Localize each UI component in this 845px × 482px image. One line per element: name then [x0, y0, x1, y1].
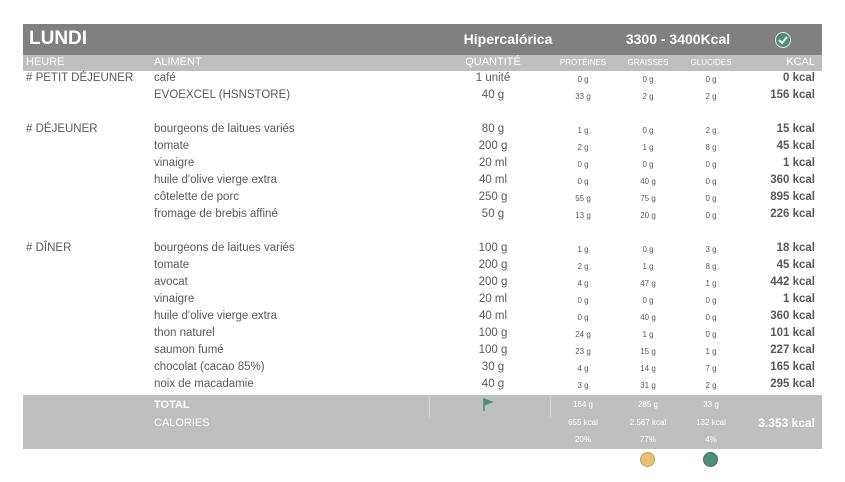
table-row [23, 326, 822, 343]
proteines: 1 g [577, 126, 589, 135]
graisses: 0 g [642, 126, 654, 135]
kcal: 18 kcal [776, 242, 815, 254]
total-proteines-g: 164 g [572, 400, 594, 409]
proteines: 55 g [575, 194, 591, 203]
kcal: 895 kcal [770, 191, 815, 203]
glucides: 7 g [705, 364, 717, 373]
glucides: 0 g [705, 296, 717, 305]
proteines: 0 g [577, 160, 589, 169]
table-row [23, 377, 822, 394]
diet-type: Hipercalórica [463, 31, 553, 47]
day-title: LUNDI [29, 28, 88, 49]
graisses-percent: 77% [639, 435, 656, 444]
calories-label: CALORIES [154, 417, 210, 429]
glucides-percent: 4% [705, 435, 717, 444]
kcal: 45 kcal [776, 259, 815, 271]
glucides: 0 g [705, 313, 717, 322]
proteines: 4 g [577, 279, 589, 288]
graisses: 2 g [642, 92, 654, 101]
table-row [23, 360, 822, 377]
graisses: 40 g [640, 177, 656, 186]
glucides: 8 g [705, 262, 717, 271]
glucides: 0 g [705, 177, 717, 186]
flag-icon [482, 397, 496, 417]
graisses: 14 g [640, 364, 656, 373]
food-name: saumon fumé [154, 344, 224, 356]
kcal: 0 kcal [783, 72, 815, 84]
kcal: 165 kcal [770, 361, 815, 373]
carb-indicator-dot [703, 452, 718, 467]
table-row [23, 190, 822, 207]
quantity: 40 ml [478, 310, 508, 322]
food-name: tomate [154, 140, 190, 152]
proteines: 2 g [577, 262, 589, 271]
meal-label: # PETIT DÉJEUNER [26, 72, 134, 84]
glucides: 0 g [705, 75, 717, 84]
food-name: noix de macadamie [154, 378, 254, 390]
graisses: 0 g [642, 160, 654, 169]
col-heure: HEURE [26, 56, 65, 68]
kcal: 227 kcal [770, 344, 815, 356]
col-glucides: GLUCIDES [690, 58, 732, 67]
food-name: vinaigre [154, 293, 195, 305]
quantity: 80 g [481, 123, 505, 135]
meal-label: # DÎNER [26, 242, 72, 254]
divider [550, 395, 551, 417]
glucides: 2 g [705, 381, 717, 390]
graisses: 1 g [642, 262, 654, 271]
table-row [23, 275, 822, 292]
graisses: 1 g [642, 143, 654, 152]
graisses: 20 g [640, 211, 656, 220]
column-header-row [23, 55, 822, 71]
proteines: 4 g [577, 364, 589, 373]
glucides: 8 g [705, 143, 717, 152]
graisses: 31 g [640, 381, 656, 390]
proteines: 0 g [577, 177, 589, 186]
col-graisses: GRAISSES [627, 58, 669, 67]
kcal: 156 kcal [770, 89, 815, 101]
quantity: 20 ml [478, 293, 508, 305]
col-aliment: ALIMENT [154, 56, 202, 68]
food-name: avocat [154, 276, 188, 288]
proteines: 23 g [575, 347, 591, 356]
glucides: 0 g [705, 194, 717, 203]
quantity: 200 g [478, 276, 508, 288]
table-row [23, 292, 822, 309]
table-row [23, 343, 822, 360]
table-row [23, 71, 822, 88]
table-row [23, 309, 822, 326]
quantity: 50 g [481, 208, 505, 220]
food-name: chocolat (cacao 85%) [154, 361, 265, 373]
food-name: bourgeons de laitues variés [154, 123, 295, 135]
quantity: 30 g [481, 361, 505, 373]
proteines: 13 g [575, 211, 591, 220]
graisses: 0 g [642, 245, 654, 254]
glucides: 2 g [705, 92, 717, 101]
quantity: 200 g [478, 259, 508, 271]
table-row [23, 122, 822, 139]
food-name: bourgeons de laitues variés [154, 242, 295, 254]
proteines-percent: 20% [574, 435, 591, 444]
glucides: 1 g [705, 347, 717, 356]
total-glucides-kcal: 132 kcal [696, 418, 726, 427]
quantity: 100 g [478, 327, 508, 339]
kcal: 45 kcal [776, 140, 815, 152]
table-row [23, 207, 822, 224]
proteines: 3 g [577, 381, 589, 390]
quantity: 40 g [481, 89, 505, 101]
glucides: 3 g [705, 245, 717, 254]
kcal: 15 kcal [776, 123, 815, 135]
food-name: côtelette de porc [154, 191, 240, 203]
food-name: huile d'olive vierge extra [154, 310, 278, 322]
graisses: 1 g [642, 330, 654, 339]
table-row [23, 88, 822, 105]
graisses: 75 g [640, 194, 656, 203]
kcal: 1 kcal [783, 157, 815, 169]
food-name: vinaigre [154, 157, 195, 169]
total-kcal: 3.353 kcal [758, 416, 815, 430]
kcal: 295 kcal [770, 378, 815, 390]
proteines: 0 g [577, 75, 589, 84]
quantity: 250 g [478, 191, 508, 203]
kcal: 360 kcal [770, 310, 815, 322]
total-glucides-g: 33 g [703, 400, 719, 409]
fat-indicator-dot [640, 452, 655, 467]
glucides: 1 g [705, 279, 717, 288]
quantity: 100 g [478, 242, 508, 254]
proteines: 33 g [575, 92, 591, 101]
proteines: 24 g [575, 330, 591, 339]
quantity: 40 g [481, 378, 505, 390]
food-name: tomate [154, 259, 190, 271]
col-quantite: QUANTITÉ [465, 56, 521, 68]
kcal: 442 kcal [770, 276, 815, 288]
table-row [23, 156, 822, 173]
meal-label: # DÉJEUNER [26, 123, 98, 135]
proteines: 2 g [577, 143, 589, 152]
table-row [23, 139, 822, 156]
table-row [23, 241, 822, 258]
divider [429, 395, 430, 417]
glucides: 0 g [705, 160, 717, 169]
kcal: 101 kcal [770, 327, 815, 339]
food-name: café [154, 72, 176, 84]
glucides: 2 g [705, 126, 717, 135]
total-label: TOTAL [154, 399, 190, 411]
quantity: 20 ml [478, 157, 508, 169]
food-name: thon naturel [154, 327, 215, 339]
kcal: 1 kcal [783, 293, 815, 305]
col-proteines: PROTÉINES [559, 58, 607, 67]
table-row [23, 258, 822, 275]
kcal: 226 kcal [770, 208, 815, 220]
graisses: 40 g [640, 313, 656, 322]
check-circle-icon [775, 32, 791, 48]
graisses: 15 g [640, 347, 656, 356]
title-bar [23, 24, 822, 55]
table-row [23, 173, 822, 190]
quantity: 1 unité [475, 72, 511, 84]
total-graisses-kcal: 2.567 kcal [629, 418, 667, 427]
food-name: huile d'olive vierge extra [154, 174, 278, 186]
graisses: 47 g [640, 279, 656, 288]
glucides: 0 g [705, 330, 717, 339]
proteines: 1 g [577, 245, 589, 254]
food-name: EVOEXCEL (HSNSTORE) [154, 89, 291, 101]
graisses: 0 g [642, 296, 654, 305]
quantity: 100 g [478, 344, 508, 356]
calorie-range: 3300 - 3400Kcal [625, 31, 731, 47]
graisses: 0 g [642, 75, 654, 84]
quantity: 200 g [478, 140, 508, 152]
proteines: 0 g [577, 296, 589, 305]
totals-block [23, 395, 822, 449]
food-name: fromage de brebis affiné [154, 208, 278, 220]
kcal: 360 kcal [770, 174, 815, 186]
meal-plan-sheet [23, 24, 822, 444]
quantity: 40 ml [478, 174, 508, 186]
total-proteines-kcal: 655 kcal [568, 418, 598, 427]
proteines: 0 g [577, 313, 589, 322]
glucides: 0 g [705, 211, 717, 220]
col-kcal: KCAL [786, 56, 815, 68]
total-graisses-g: 285 g [637, 400, 659, 409]
